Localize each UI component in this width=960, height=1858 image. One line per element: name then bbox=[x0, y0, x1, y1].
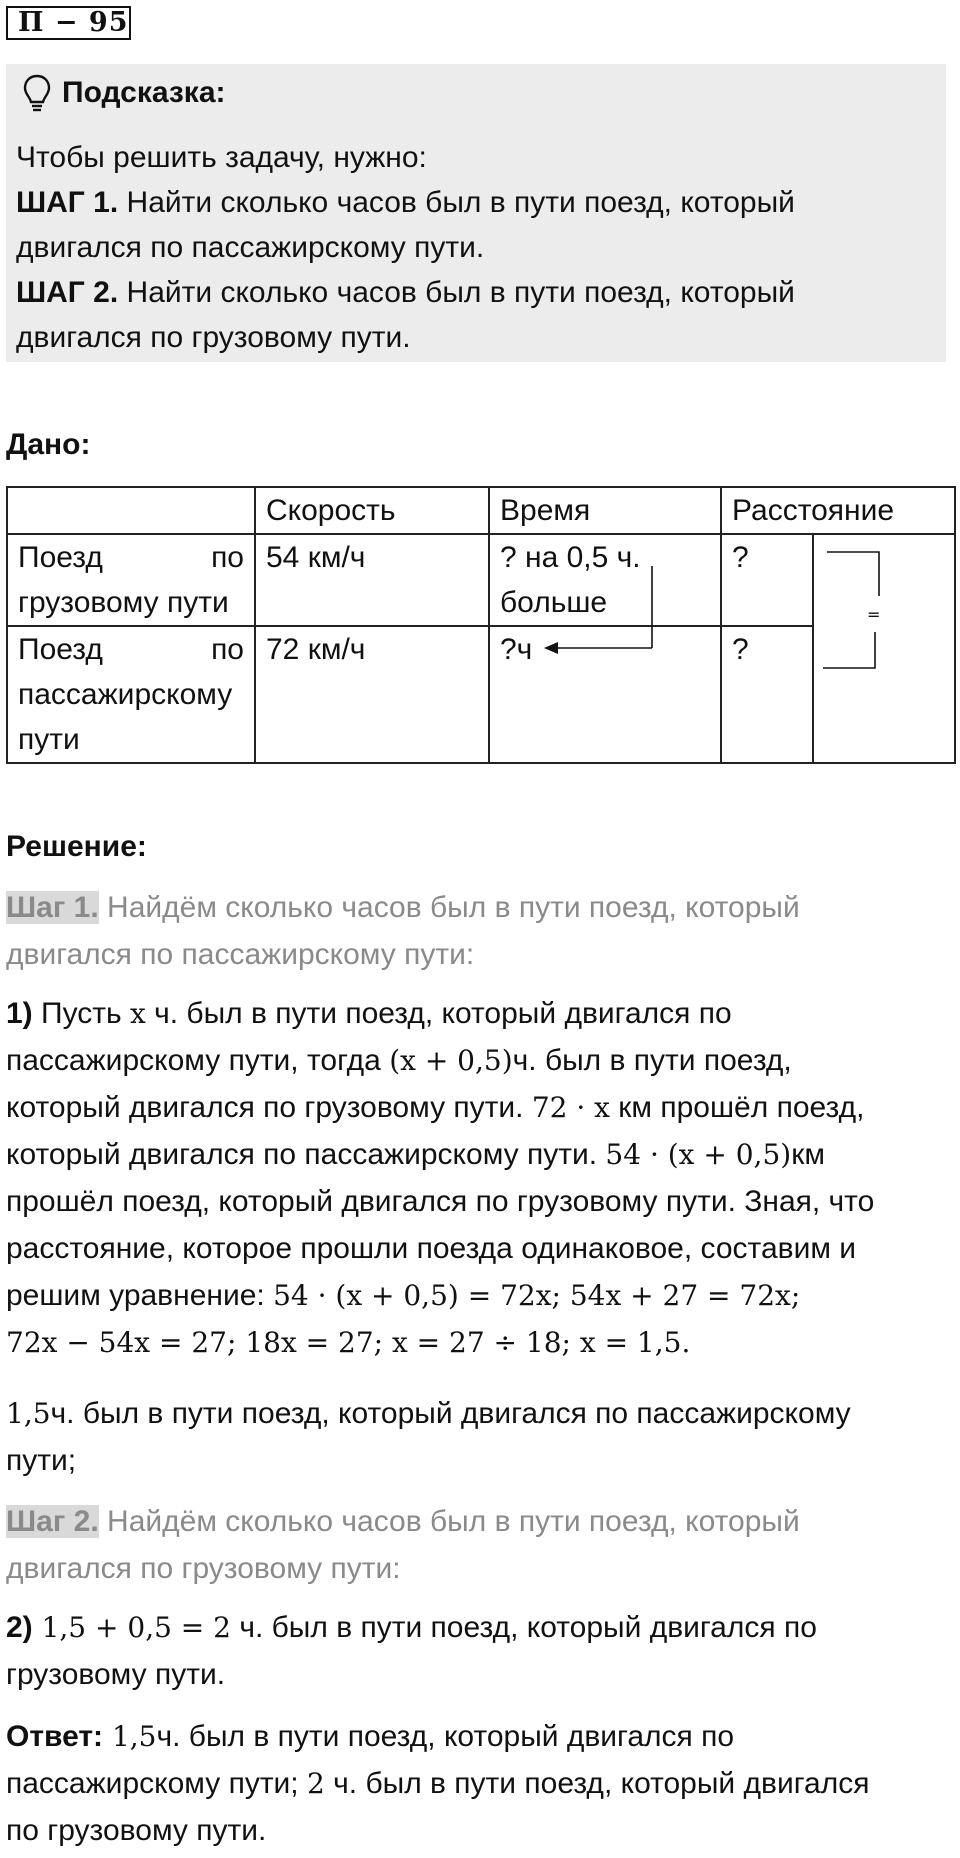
p1-math: 54 · (x + 0,5) bbox=[605, 1138, 792, 1171]
solution-step2-header bbox=[6, 1498, 946, 1592]
hint-header bbox=[22, 68, 226, 118]
p1-line bbox=[6, 1037, 946, 1084]
p1-line bbox=[6, 1131, 946, 1178]
cell-passenger-distance: ? bbox=[721, 626, 813, 763]
header-distance: Расстояние bbox=[721, 487, 955, 534]
header-speed: Скорость bbox=[255, 487, 489, 534]
p1-text: ч. был в пути поезд, bbox=[512, 1044, 792, 1077]
freight-name-word2: по bbox=[211, 541, 244, 574]
step2-text: Найдём сколько часов был в пути поезд, который bbox=[98, 1505, 800, 1538]
task-number: П − 95 bbox=[6, 6, 131, 40]
passenger-name-word2: по bbox=[211, 633, 244, 666]
p1-line bbox=[6, 1084, 946, 1131]
passenger-name-word3: пассажирскому bbox=[18, 678, 233, 711]
lightbulb-icon bbox=[22, 73, 52, 113]
answer bbox=[6, 1713, 946, 1854]
hint-intro: Чтобы решить задачу, нужно: bbox=[16, 141, 427, 174]
hint-step2-text: Найти сколько часов был в пути поезд, который bbox=[118, 276, 795, 309]
p1-math: x bbox=[129, 997, 146, 1030]
answer-text2: пассажирскому пути; bbox=[6, 1767, 307, 1800]
p1-text: расстояние, которое прошли поезда одинаковое, составим и bbox=[6, 1232, 857, 1265]
time-arrow-icon bbox=[540, 560, 660, 660]
p1-text: прошёл поезд, который двигался по грузовому пути. Зная, что bbox=[6, 1185, 875, 1218]
equal-bracket-icon bbox=[815, 540, 895, 680]
p2-math: 1,5 + 0,5 = 2 bbox=[32, 1611, 231, 1644]
solution-title: Решение: bbox=[6, 830, 147, 863]
step2-badge: Шаг 2. bbox=[6, 1505, 99, 1538]
hint-step2-label: ШАГ 2. bbox=[16, 276, 119, 309]
cell-passenger-name bbox=[7, 626, 255, 763]
step1-badge: Шаг 1. bbox=[6, 891, 99, 924]
p2-text: ч. был в пути поезд, который двигался по bbox=[230, 1611, 817, 1644]
hint-step1-label: ШАГ 1. bbox=[16, 186, 119, 219]
p1-text: который двигался по грузовому пути. bbox=[6, 1091, 532, 1124]
table-row-passenger bbox=[7, 626, 955, 763]
answer-text3: ч. был в пути поезд, который двигался bbox=[324, 1767, 870, 1800]
table-header-row bbox=[7, 487, 955, 534]
answer-text-cont: по грузовому пути. bbox=[6, 1814, 267, 1847]
answer-math1: 1,5 bbox=[103, 1720, 157, 1753]
cell-passenger-time: ?ч bbox=[489, 626, 721, 763]
hint-step1 bbox=[16, 180, 936, 225]
given-table bbox=[6, 486, 956, 764]
freight-time-line1: ? на 0,5 ч. bbox=[500, 541, 641, 574]
hint-title: Подсказка: bbox=[62, 76, 226, 109]
cell-freight-distance: ? bbox=[721, 534, 813, 626]
freight-name-word1: Поезд bbox=[18, 541, 103, 574]
table-row-freight bbox=[7, 534, 955, 626]
hint-step1-text: Найти сколько часов был в пути поезд, который bbox=[118, 186, 795, 219]
passenger-name-word1: Поезд bbox=[18, 633, 103, 666]
equal-sign: = bbox=[867, 605, 881, 624]
solution-part1 bbox=[6, 990, 946, 1366]
p1-math: 72 · x bbox=[531, 1091, 610, 1124]
p1-text: км bbox=[791, 1138, 825, 1171]
p1-line bbox=[6, 1319, 946, 1366]
result1-math: 1,5 bbox=[6, 1397, 51, 1430]
step2-text-cont: двигался по грузовому пути: bbox=[6, 1552, 401, 1585]
hint-step2 bbox=[16, 270, 936, 315]
solution-step1-header bbox=[6, 884, 946, 978]
p1-text: Пусть bbox=[32, 997, 130, 1030]
p1-line bbox=[6, 1178, 946, 1225]
answer-label: Ответ: bbox=[6, 1720, 104, 1753]
hint-step1-cont: двигался по пассажирскому пути. bbox=[16, 231, 485, 264]
answer-math2: 2 bbox=[306, 1767, 325, 1800]
hint-step2-cont: двигался по грузовому пути. bbox=[16, 321, 411, 354]
freight-name-word3: грузовому пути bbox=[18, 586, 229, 619]
p1-text: км прошёл поезд, bbox=[609, 1091, 865, 1124]
result1 bbox=[6, 1390, 946, 1484]
header-time: Время bbox=[489, 487, 721, 534]
p2-number: 2) bbox=[6, 1611, 33, 1644]
cell-freight-name bbox=[7, 534, 255, 626]
hint-content bbox=[16, 135, 936, 360]
p1-line bbox=[6, 990, 946, 1037]
p1-math: 72x − 54x = 27; 18x = 27; x = 27 ÷ 18; x = 1,5. bbox=[6, 1326, 691, 1359]
p1-text: ч. был в пути поезд, который двигался по bbox=[145, 997, 732, 1030]
step1-text-cont: двигался по пассажирскому пути: bbox=[6, 938, 475, 971]
answer-text: ч. был в пути поезд, который двигался по bbox=[156, 1720, 735, 1753]
p1-line bbox=[6, 1225, 946, 1272]
p2-text-cont: грузовому пути. bbox=[6, 1658, 226, 1691]
p1-math: 54 · (x + 0,5) = 72x; 54x + 27 = 72x; bbox=[273, 1279, 801, 1312]
result1-text-cont: пути; bbox=[6, 1444, 77, 1477]
p1-text: который двигался по пассажирскому пути. bbox=[6, 1138, 606, 1171]
step1-text: Найдём сколько часов был в пути поезд, который bbox=[98, 891, 800, 924]
p1-line bbox=[6, 1272, 946, 1319]
cell-passenger-speed: 72 км/ч bbox=[255, 626, 489, 763]
passenger-name-word4: пути bbox=[18, 723, 80, 756]
p1-number: 1) bbox=[6, 997, 33, 1030]
p1-text: пассажирскому пути, тогда bbox=[6, 1044, 390, 1077]
p1-text: решим уравнение: bbox=[6, 1279, 274, 1312]
result1-text: ч. был в пути поезд, который двигался по пассажирскому bbox=[50, 1397, 851, 1430]
freight-time-line2: больше bbox=[500, 586, 608, 619]
p1-math: (x + 0,5) bbox=[389, 1044, 513, 1077]
solution-part2 bbox=[6, 1604, 946, 1698]
cell-freight-speed: 54 км/ч bbox=[255, 534, 489, 626]
given-title: Дано: bbox=[6, 428, 91, 461]
header-empty bbox=[7, 487, 255, 534]
